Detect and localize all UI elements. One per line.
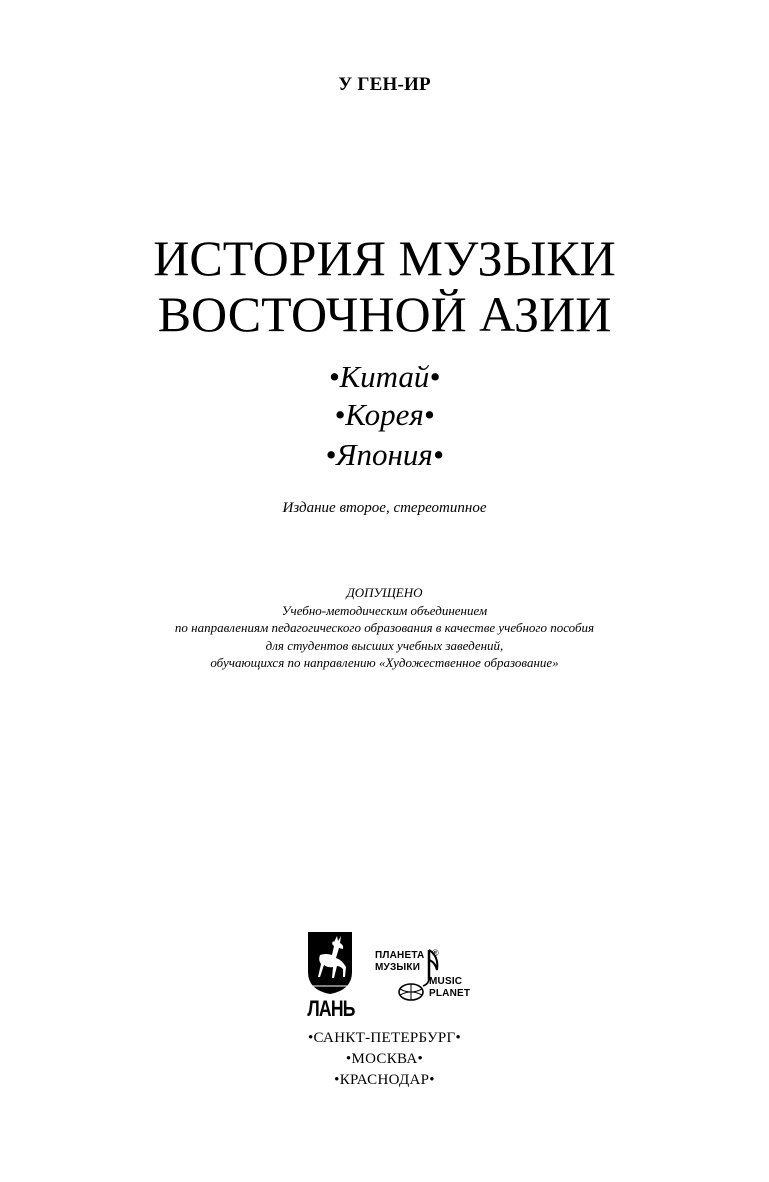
lan-publisher-logo: [300, 932, 362, 1028]
edition-note: Издание второе, стереотипное: [282, 500, 487, 516]
author-name: У ГЕН-ИР: [338, 74, 431, 95]
city-krasnodar: •КРАСНОДАР•: [334, 1072, 435, 1088]
music-planet-ru-line2: МУЗЫКИ: [375, 962, 421, 973]
music-planet-en: [429, 976, 470, 1000]
music-planet-en-line2: PLANET: [429, 988, 471, 999]
city-moscow: •МОСКВА•: [345, 1051, 424, 1067]
music-planet-logo: [375, 948, 475, 1028]
city-spb: •САНКТ-ПЕТЕРБУРГ•: [307, 1030, 462, 1046]
approval-line: Учебно-методическим объединением: [281, 602, 488, 618]
approval-line: ДОПУЩЕНО: [346, 585, 423, 600]
subtitle-korea: •Корея•: [334, 397, 435, 432]
subtitle-japan: •Япония•: [325, 437, 444, 472]
publication-cities: [0, 1028, 769, 1091]
music-planet-ru-line1: ПЛАНЕТА: [375, 950, 425, 961]
music-planet-en-line1: MUSIC: [429, 976, 463, 987]
lan-logo-text: ЛАНЬ: [307, 996, 355, 1021]
deer-icon: [306, 932, 354, 994]
approval-line: для студентов высших учебных заведений,: [265, 637, 504, 653]
approval-block: [0, 584, 769, 672]
approval-line: обучающихся по направлению «Художественное образование»: [210, 655, 559, 670]
book-title: [0, 230, 769, 342]
subtitle-china: •Китай•: [328, 359, 441, 394]
title-line-1: ИСТОРИЯ МУЗЫКИ: [153, 230, 616, 286]
publisher-logos: [300, 932, 480, 1032]
registered-mark: ®: [432, 948, 439, 958]
title-line-2: ВОСТОЧНОЙ АЗИИ: [157, 286, 612, 342]
approval-line: по направлениям педагогического образования в качестве учебного пособия: [174, 620, 595, 635]
